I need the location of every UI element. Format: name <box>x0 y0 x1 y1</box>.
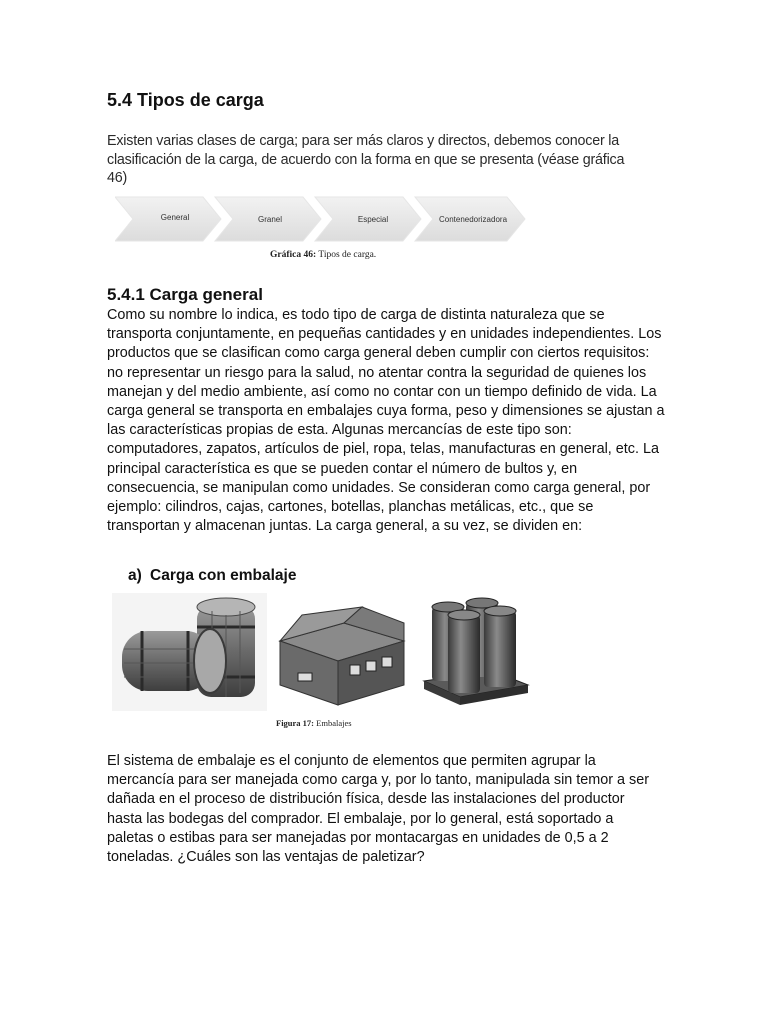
packaging-figure-images <box>112 593 532 713</box>
list-item-title: Carga con embalaje <box>150 567 297 584</box>
chevron-step-general <box>115 197 221 241</box>
packaging-figure-caption <box>276 718 352 728</box>
chevron-step-contenedorizadora <box>415 197 525 241</box>
intro-paragraph: Existen varias clases de carga; para ser más claros y directos, debemos conocer la clasificación de la carga, de acuerdo con la forma en que se presenta (véase gráfica 46) <box>107 133 625 186</box>
closing-paragraph: El sistema de embalaje es el conjunto de elementos que permiten agrupar la mercancía para ser manejada como carga y, por lo tanto, manipulada sin temor a ser dañada en el proceso de distribución física, desde las instalaciones del productor hasta las bodegas del comprador. El embalaje, por lo general, está soportado a paletas o estibas para ser manejadas por montacargas en unidades de 0,5 a 2 toneladas. ¿Cuáles son las ventajas de paletizar? <box>107 753 650 866</box>
chevron-figure-caption <box>270 250 376 260</box>
figure-caption-label: Figura 17: <box>276 718 315 728</box>
chevron-step-especial <box>315 197 421 241</box>
chevron-label-contenedorizadora: Contenedorizadora <box>438 215 508 224</box>
cargo-types-chevron-diagram <box>115 195 535 245</box>
list-item-heading <box>128 567 296 585</box>
chevron-label-especial: Especial <box>357 215 389 224</box>
cardboard-box-image <box>280 607 404 705</box>
chevron-label-general: General <box>160 213 190 222</box>
list-marker: a) <box>128 567 142 584</box>
chevron-caption-label: Gráfica 46: <box>270 250 317 260</box>
section-title: 5.4 Tipos de carga <box>107 90 264 110</box>
chevron-caption-text: Tipos de carga. <box>316 250 377 260</box>
chevron-step-granel <box>215 197 321 241</box>
chevron-label-granel: Granel <box>257 215 283 224</box>
barrels-image <box>112 593 267 711</box>
subsection-body-paragraph: Como su nombre lo indica, es todo tipo de carga de distinta naturaleza que se transporta conjuntamente, en pequeñas cantidades y en unidades independientes. Los productos que se clasifican como carga general deben cumplir con ciertos requisitos: no representar un riesgo para la salud, no atentar contra la seguridad de quienes los manejan y del medio ambiente, así como no contar con un tiempo definido de vida. La carga general se transporta en embalajes cuya forma, peso y dimensiones se ajustan a las características propias de esta. Algunas mercancías de este tipo son: computadores, zapatos, artículos de piel, ropa, telas, manufacturas en general, etc. La principal característica es que se pueden contar el número de bultos y, en consecuencia, se manipulan como unidades. Se consideran como carga general, por ejemplo: cilindros, cajas, cartones, botellas, planchas metálicas, etc., que se transportan y almacenan juntas. La carga general, a su vez, se dividen en: <box>107 307 665 535</box>
drums-on-pallet-image <box>424 598 528 705</box>
figure-caption-text: Embalajes <box>314 718 352 728</box>
subsection-title: 5.4.1 Carga general <box>107 285 263 304</box>
